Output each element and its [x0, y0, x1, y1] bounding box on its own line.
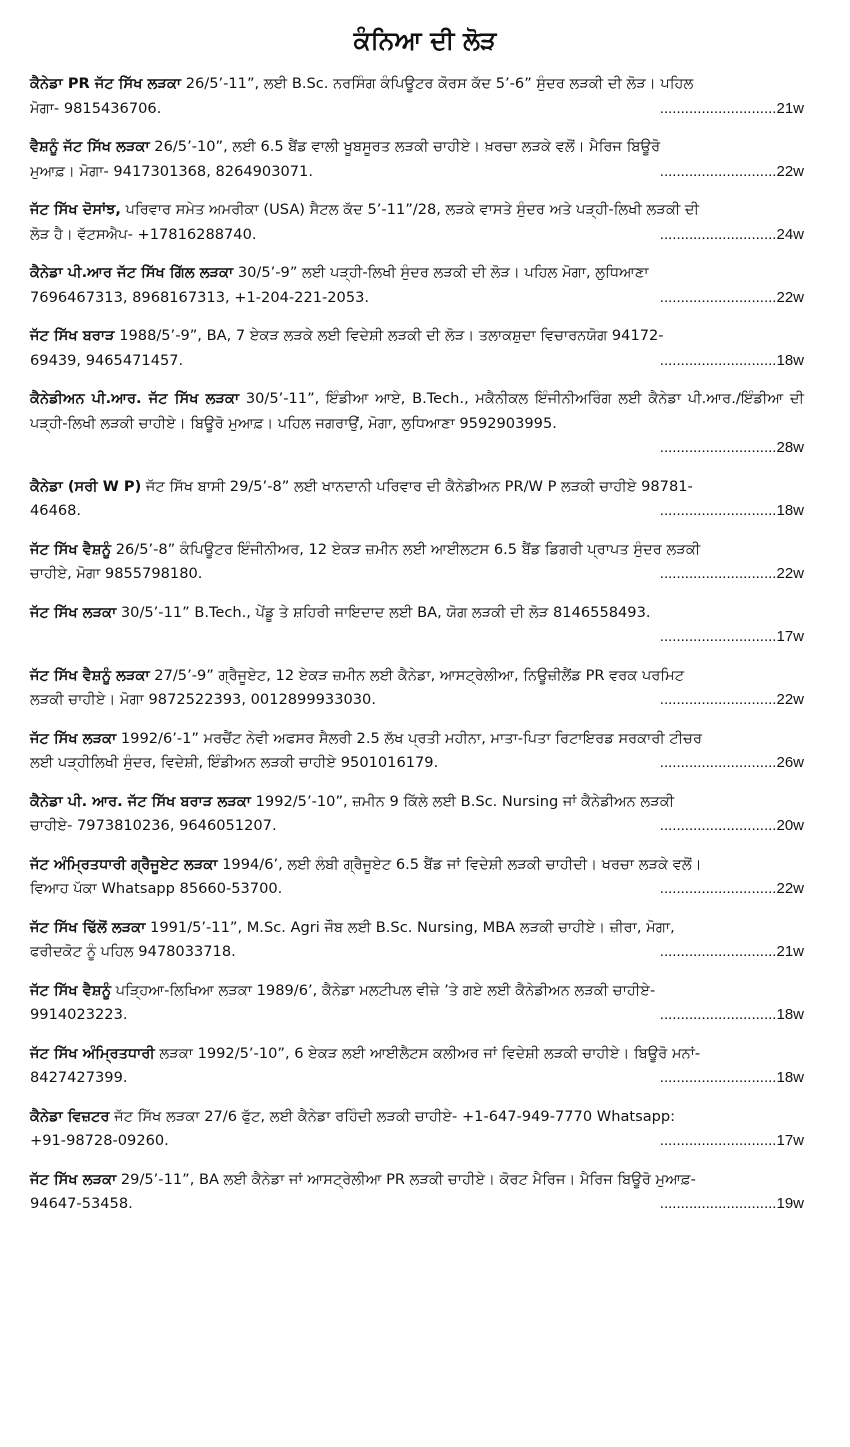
ad-body: 1988/5’-9”, BA, 7 ਏਕੜ ਲੜਕੇ ਲਈ ਵਿਦੇਸ਼ੀ ਲੜਕੀ ਦੀ ਲੋੜ। ਤਲਾਕਸ਼ੁਦਾ ਵਿਚਾਰਨਯੋਗ 94172- [114, 327, 664, 344]
ad-footer [30, 562, 804, 587]
ad-text [30, 916, 804, 941]
ad-code: ............................28w [659, 439, 804, 456]
ad-headline: ਜੱਟ ਸਿੱਖ ਦੋਸਾਂਝ, [30, 201, 121, 218]
ad-body: 26/5’-11”, ਲਈ B.Sc. ਨਰਸਿੰਗ ਕੰਪਿਊਟਰ ਕੋਰਸ ਕੱਦ 5’-6” ਸੁੰਦਰ ਲੜਕੀ ਦੀ ਲੋੜ। ਪਹਿਲ [181, 75, 694, 92]
ad-footer [30, 940, 804, 965]
ad-item [30, 135, 804, 184]
ad-footer [30, 1129, 804, 1154]
ad-code: ............................22w [659, 288, 804, 306]
ad-body: 1991/5’-11”, M.Sc. Agri ਜੌਬ ਲਈ B.Sc. Nursing, MBA ਲੜਕੀ ਚਾਹੀਏ। ਜ਼ੀਰਾ, ਮੋਗਾ, [145, 918, 675, 936]
ad-contact: ਮੁਆਫ਼। ਮੋਗਾ- 9417301368, 8264903071. [30, 162, 313, 180]
ad-body: 30/5’-11” B.Tech., ਪੇਂਡੂ ਤੇ ਸ਼ਹਿਰੀ ਜਾਇਦਾਦ ਲਈ BA, ਯੋਗ ਲੜਕੀ ਦੀ ਲੋੜ 8146558493. [116, 603, 651, 621]
ad-contact: ਲਈ ਪੜ੍ਹੀਲਿਖੀ ਸੁੰਦਰ, ਵਿਦੇਸ਼ੀ, ਇੰਡੀਅਨ ਲੜਕੀ ਚਾਹੀਏ 9501016179. [30, 754, 439, 771]
ad-headline: ਕੈਨੇਡੀਅਨ ਪੀ.ਆਰ. ਜੱਟ ਸਿੱਖ ਲੜਕਾ [30, 390, 240, 407]
ad-code: ............................26w [659, 754, 804, 771]
ad-code: ............................24w [659, 225, 804, 243]
ad-text [30, 261, 804, 286]
ad-code: ............................21w [659, 99, 804, 117]
ad-code: ............................19w [659, 1195, 804, 1212]
ad-item [30, 979, 804, 1028]
ad-text [30, 1042, 804, 1067]
ad-headline: ਜੱਟ ਸਿੱਖ ਵੈਸ਼ਨੂੰ [30, 540, 112, 558]
ad-item [30, 1042, 804, 1091]
ad-item [30, 790, 804, 839]
ad-text [30, 324, 804, 349]
ad-footer [30, 97, 804, 122]
ad-item [30, 853, 804, 902]
ad-contact: ਫਰੀਦਕੋਟ ਨੂੰ ਪਹਿਲ 9478033718. [30, 943, 236, 960]
ad-text [30, 601, 804, 626]
ad-contact: ਲੜਕੀ ਚਾਹੀਏ। ਮੋਗਾ 9872522393, 0012899933030. [30, 691, 376, 708]
ad-footer [30, 436, 804, 461]
ad-item [30, 198, 804, 247]
ad-footer [30, 1066, 804, 1091]
ad-footer [30, 160, 804, 185]
ad-contact: ਲੋੜ ਹੈ। ਵੱਟਸਐਪ- +17816288740. [30, 225, 257, 243]
ad-contact: +91-98728-09260. [30, 1132, 169, 1149]
ad-footer [30, 814, 804, 839]
ad-item [30, 261, 804, 310]
ad-body: ਪੜ੍ਹਿਆ-ਲਿਖਿਆ ਲੜਕਾ 1989/6’, ਕੈਨੇਡਾ ਮਲਟੀਪਲ ਵੀਜ਼ੇ ’ਤੇ ਗਏ ਲਈ ਕੈਨੇਡੀਅਨ ਲੜਕੀ ਚਾਹੀਏ- [111, 981, 656, 999]
ad-contact: 8427427399. [30, 1069, 128, 1086]
ad-footer [30, 286, 804, 311]
ad-footer [30, 1192, 804, 1217]
ad-contact: ਚਾਹੀਏ, ਮੋਗਾ 9855798180. [30, 565, 203, 582]
ad-headline: ਜੱਟ ਸਿੱਖ ਵੈਸ਼ਨੂੰ ਲੜਕਾ [30, 666, 150, 684]
ad-code: ............................21w [659, 943, 804, 960]
ad-text [30, 387, 804, 436]
ad-footer [30, 877, 804, 902]
ad-code: ............................17w [659, 628, 804, 645]
ad-contact: ਚਾਹੀਏ- 7973810236, 9646051207. [30, 817, 277, 834]
ads-list [30, 72, 804, 1217]
ad-footer [30, 349, 804, 374]
ad-text [30, 853, 804, 878]
ad-body: ਜੱਟ ਸਿੱਖ ਬਾਸੀ 29/5’-8” ਲਈ ਖਾਨਦਾਨੀ ਪਰਿਵਾਰ ਦੀ ਕੈਨੇਡੀਅਨ PR/W P ਲੜਕੀ ਚਾਹੀਏ 98781- [141, 477, 693, 495]
ad-code: ............................22w [659, 565, 804, 582]
ad-text [30, 664, 804, 689]
ad-item [30, 601, 804, 650]
ad-item [30, 72, 804, 121]
ad-footer [30, 625, 804, 650]
page-title: ਕੰਨਿਆ ਦੀ ਲੋੜ [353, 26, 497, 55]
ad-item [30, 664, 804, 713]
ad-body: 26/5’-10”, ਲਈ 6.5 ਬੈਂਡ ਵਾਲੀ ਖੂਬਸੂਰਤ ਲੜਕੀ ਚਾਹੀਏ। ਖ਼ਰਚਾ ਲੜਕੇ ਵਲੋਂ। ਮੈਰਿਜ ਬਿਊਰੋ [149, 138, 661, 155]
ad-code: ............................22w [659, 162, 804, 180]
ad-text [30, 727, 804, 752]
ad-body: 27/5’-9” ਗ੍ਰੈਜੂਏਟ, 12 ਏਕੜ ਜ਼ਮੀਨ ਲਈ ਕੈਨੇਡਾ, ਆਸਟ੍ਰੇਲੀਆ, ਨਿਊਜ਼ੀਲੈਂਡ PR ਵਰਕ ਪਰਮਿਟ [149, 666, 685, 684]
ad-body: ਲੜਕਾ 1992/5’-10”, 6 ਏਕੜ ਲਈ ਆਈਲੈਟਸ ਕਲੀਅਰ ਜਾਂ ਵਿਦੇਸ਼ੀ ਲੜਕੀ ਚਾਹੀਏ। ਬਿਊਰੋ ਮਨਾਂ- [154, 1044, 701, 1062]
ad-headline: ਕੈਨੇਡਾ ਪੀ.ਆਰ ਜੱਟ ਸਿੱਖ ਗਿੱਲ ਲੜਕਾ [30, 264, 234, 281]
ad-item [30, 1105, 804, 1154]
ad-item [30, 387, 804, 461]
ad-text [30, 790, 804, 815]
ad-headline: ਜੱਟ ਸਿੱਖ ਲੜਕਾ [30, 729, 117, 747]
ad-body: 26/5’-8” ਕੰਪਿਊਟਰ ਇੰਜੀਨੀਅਰ, 12 ਏਕੜ ਜ਼ਮੀਨ ਲਈ ਆਈਲਟਸ 6.5 ਬੈਂਡ ਡਿਗਰੀ ਪ੍ਰਾਪਤ ਸੁੰਦਰ ਲੜਕੀ [111, 540, 701, 558]
ad-code: ............................22w [659, 691, 804, 708]
ad-body: ਪਰਿਵਾਰ ਸਮੇਤ ਅਮਰੀਕਾ (USA) ਸੈਟਲ ਕੱਦ 5’-11”/28, ਲੜਕੇ ਵਾਸਤੇ ਸੁੰਦਰ ਅਤੇ ਪੜ੍ਹੀ-ਲਿਖੀ ਲੜਕੀ ਦੀ [120, 201, 699, 218]
ad-text [30, 475, 804, 500]
ad-headline: ਜੱਟ ਸਿੱਖ ਬਰਾੜ [30, 327, 115, 344]
ad-item [30, 475, 804, 524]
ad-text [30, 979, 804, 1004]
ad-headline: ਜੱਟ ਸਿੱਖ ਲੜਕਾ [30, 1170, 117, 1188]
ad-item [30, 324, 804, 373]
ad-headline: ਕੈਨੇਡਾ ਪੀ. ਆਰ. ਜੱਟ ਸਿੱਖ ਬਰਾੜ ਲੜਕਾ [30, 792, 251, 810]
ad-body: 30/5’-9” ਲਈ ਪੜ੍ਹੀ-ਲਿਖੀ ਸੁੰਦਰ ਲੜਕੀ ਦੀ ਲੋੜ। ਪਹਿਲ ਮੋਗਾ, ਲੁਧਿਆਣਾ [233, 264, 649, 281]
ad-code: ............................20w [659, 817, 804, 834]
ad-headline: ਜੱਟ ਸਿੱਖ ਅੰਮ੍ਰਿਤਧਾਰੀ [30, 1044, 155, 1062]
ad-item [30, 538, 804, 587]
ad-headline: ਕੈਨੇਡਾ ਵਿਜ਼ਟਰ [30, 1107, 110, 1125]
ad-text [30, 1168, 804, 1193]
ad-code: ............................18w [659, 502, 804, 519]
ad-code: ............................18w [659, 351, 804, 369]
ad-footer [30, 223, 804, 248]
ad-headline: ਕੈਨੇਡਾ PR ਜੱਟ ਸਿੱਖ ਲੜਕਾ [30, 75, 182, 92]
ad-text [30, 135, 804, 160]
ad-code: ............................18w [659, 1069, 804, 1086]
ad-code: ............................18w [659, 1006, 804, 1023]
ad-text [30, 1105, 804, 1130]
ad-headline: ਵੈਸ਼ਨੂੰ ਜੱਟ ਸਿੱਖ ਲੜਕਾ [30, 138, 150, 155]
ad-footer [30, 751, 804, 776]
ad-text [30, 72, 804, 97]
ad-headline: ਜੱਟ ਸਿੱਖ ਲੜਕਾ [30, 603, 117, 621]
ad-headline: ਜੱਟ ਅੰਮ੍ਰਿਤਧਾਰੀ ਗ੍ਰੈਜੂਏਟ ਲੜਕਾ [30, 855, 218, 873]
ad-contact: 94647-53458. [30, 1195, 133, 1212]
ad-code: ............................22w [659, 880, 804, 897]
ad-body: 1992/5’-10”, ਜ਼ਮੀਨ 9 ਕਿੱਲੇ ਲਈ B.Sc. Nursing ਜਾਂ ਕੈਨੇਡੀਅਨ ਲੜਕੀ [250, 792, 675, 810]
ad-body: 29/5’-11”, BA ਲਈ ਕੈਨੇਡਾ ਜਾਂ ਆਸਟ੍ਰੇਲੀਆ PR ਲੜਕੀ ਚਾਹੀਏ। ਕੋਰਟ ਮੈਰਿਜ। ਮੈਰਿਜ ਬਿਊਰੋ ਮੁਆਫ਼- [116, 1170, 696, 1188]
ad-headline: ਜੱਟ ਸਿੱਖ ਵੈਸ਼ਨੂੰ [30, 981, 112, 999]
ad-item [30, 727, 804, 776]
ad-body: 1994/6’, ਲਈ ਲੰਬੀ ਗ੍ਰੈਜੂਏਟ 6.5 ਬੈਂਡ ਜਾਂ ਵਿਦੇਸ਼ੀ ਲੜਕੀ ਚਾਹੀਦੀ। ਖਰਚਾ ਲੜਕੇ ਵਲੋਂ। [217, 855, 702, 873]
ad-contact: 7696467313, 8968167313, +1-204-221-2053. [30, 288, 370, 306]
ad-headline: ਕੈਨੇਡਾ (ਸਰੀ W P) [30, 477, 142, 495]
ad-text [30, 538, 804, 563]
ad-body: 30/5’-11”, ਇੰਡੀਆ ਆਏ, B.Tech., ਮਕੈਨੀਕਲ ਇੰਜੀਨੀਅਰਿੰਗ ਲਈ ਕੈਨੇਡਾ ਪੀ.ਆਰ./ਇੰਡੀਆ ਦੀ ਪੜ੍ਹੀ-ਲਿਖੀ ਲੜਕੀ ਚਾਹੀਏ। ਬਿਊਰੋ ਮੁਆਫ਼। ਪਹਿਲ ਜਗਰਾਉਂ, ਮੋਗਾ, ਲੁਧਿਆਣਾ 9592903995. [30, 390, 804, 432]
ad-code: ............................17w [659, 1132, 804, 1149]
ad-contact: 46468. [30, 502, 82, 519]
ad-headline: ਜੱਟ ਸਿੱਖ ਢਿੱਲੋਂ ਲੜਕਾ [30, 918, 146, 936]
ad-footer [30, 499, 804, 524]
ad-footer [30, 688, 804, 713]
ad-item [30, 916, 804, 965]
ad-text [30, 198, 804, 223]
ad-contact: ਮੋਗਾ- 9815436706. [30, 99, 162, 117]
ad-body: ਜੱਟ ਸਿੱਖ ਲੜਕਾ 27/6 ਫੁੱਟ, ਲਈ ਕੈਨੇਡਾ ਰਹਿੰਦੀ ਲੜਕੀ ਚਾਹੀਏ- +1-647-949-7770 Whatsapp: [109, 1107, 676, 1125]
ad-footer [30, 1003, 804, 1028]
ad-body: 1992/6’-1” ਮਰਚੈਂਟ ਨੇਵੀ ਅਫਸਰ ਸੈਲਰੀ 2.5 ਲੱਖ ਪ੍ਰਤੀ ਮਹੀਨਾ, ਮਾਤਾ-ਪਿਤਾ ਰਿਟਾਇਰਡ ਸਰਕਾਰੀ ਟੀਚਰ [116, 729, 703, 747]
ad-contact: 9914023223. [30, 1006, 128, 1023]
ad-contact: ਵਿਆਹ ਪੱਕਾ Whatsapp 85660-53700. [30, 880, 283, 897]
ad-contact: 69439, 9465471457. [30, 351, 184, 369]
ad-item [30, 1168, 804, 1217]
